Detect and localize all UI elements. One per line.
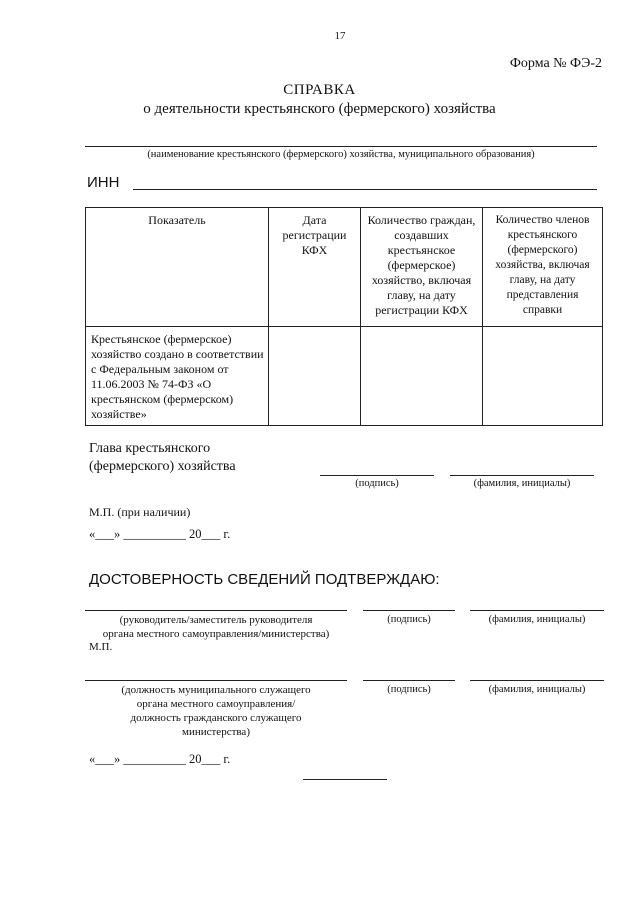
row-indicator-text: Крестьянское (фермерское) хозяйство создано в соответствии с Федеральным законом от 11.06.2003 № 74-ФЗ «О крестьянском (фермерском) хозяйстве» xyxy=(86,327,269,426)
official-signature-line[interactable] xyxy=(363,680,455,681)
cell-founders-count[interactable] xyxy=(361,327,483,426)
date-line-2[interactable]: «___» __________ 20___ г. xyxy=(89,752,231,766)
stamp-label: М.П. xyxy=(89,641,113,653)
head-official-signature-caption: (подпись) xyxy=(387,614,431,625)
head-name-caption: (фамилия, инициалы) xyxy=(473,478,571,489)
head-label-line2: (фермерского) хозяйства xyxy=(89,459,236,474)
official-caption-line3: должность гражданского служащего xyxy=(130,712,302,724)
head-signature-line[interactable] xyxy=(320,475,434,476)
head-official-caption-line2: органа местного самоуправления/министерства) xyxy=(102,628,330,640)
official-caption-line2: органа местного самоуправления/ xyxy=(136,698,296,710)
header-registration-date: Дата регистрации КФХ xyxy=(269,208,361,327)
document-subtitle: о деятельности крестьянского (фермерского) хозяйства xyxy=(143,101,496,117)
head-official-signature-line[interactable] xyxy=(363,610,455,611)
cell-members-count[interactable] xyxy=(483,327,603,426)
date-line[interactable]: «___» __________ 20___ г. xyxy=(89,527,231,541)
head-official-caption xyxy=(85,613,347,641)
official-caption-line4: министерства) xyxy=(182,726,250,738)
inn-label: ИНН xyxy=(87,174,120,191)
official-name-line[interactable] xyxy=(470,680,604,681)
head-label-line1: Глава крестьянского xyxy=(89,441,211,456)
official-caption xyxy=(85,683,347,739)
bottom-separator xyxy=(303,779,387,780)
inn-line[interactable] xyxy=(133,189,597,190)
official-position-line[interactable] xyxy=(85,680,347,681)
head-label xyxy=(89,440,236,476)
document-title: СПРАВКА xyxy=(283,82,356,98)
head-official-caption-line1: (руководитель/заместитель руководителя xyxy=(119,614,313,626)
page-number: 17 xyxy=(334,30,346,42)
official-name-caption: (фамилия, инициалы) xyxy=(488,684,586,695)
farm-name-caption: (наименование крестьянского (фермерского) хозяйства, муниципального образования) xyxy=(147,149,535,160)
official-signature-caption: (подпись) xyxy=(387,684,431,695)
header-members-count: Количество членов крестьянского (фермерского) хозяйства, включая главу, на дату представления справки xyxy=(483,208,603,327)
confirm-heading: ДОСТОВЕРНОСТЬ СВЕДЕНИЙ ПОДТВЕРЖДАЮ: xyxy=(89,571,440,588)
stamp-if-any: М.П. (при наличии) xyxy=(89,505,191,519)
head-official-name-line[interactable] xyxy=(470,610,604,611)
data-table xyxy=(85,207,603,426)
farm-name-line[interactable] xyxy=(85,146,597,147)
header-indicator: Показатель xyxy=(86,208,269,327)
head-official-line[interactable] xyxy=(85,610,347,611)
official-caption-line1: (должность муниципального служащего xyxy=(121,684,311,696)
cell-registration-date[interactable] xyxy=(269,327,361,426)
form-label: Форма № ФЭ-2 xyxy=(509,56,602,71)
head-signature-caption: (подпись) xyxy=(355,478,399,489)
head-official-name-caption: (фамилия, инициалы) xyxy=(488,614,586,625)
head-name-line[interactable] xyxy=(450,475,594,476)
header-founders-count: Количество граждан, создавших крестьянское (фермерское) хозяйство, включая главу, на дату регистрации КФХ xyxy=(361,208,483,327)
